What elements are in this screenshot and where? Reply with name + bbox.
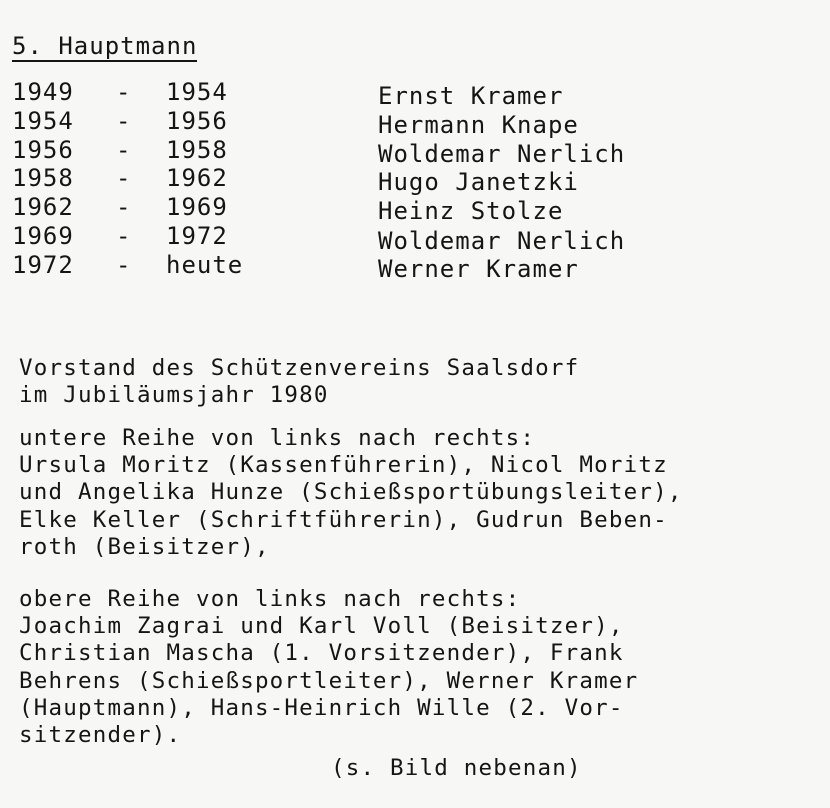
board-title — [19, 355, 579, 409]
text-line: im Jubiläumsjahr 1980 — [19, 382, 329, 409]
term-dash: - — [116, 222, 132, 250]
term-end: 1962 — [166, 164, 228, 192]
term-start: 1969 — [12, 222, 74, 250]
captain-row — [0, 107, 830, 139]
term-dash: - — [116, 164, 132, 192]
captain-row — [0, 193, 830, 225]
captain-name: Werner Kramer — [378, 255, 579, 283]
captain-row — [0, 222, 830, 255]
term-start: 1972 — [12, 251, 74, 279]
text-line: obere Reihe von links nach rechts: — [19, 586, 521, 612]
text-line: Elke Keller (Schriftführerin), Gudrun Beben- — [19, 506, 668, 533]
term-end: 1956 — [166, 107, 228, 135]
term-start: 1958 — [12, 164, 74, 192]
text-line: untere Reihe von links nach rechts: — [19, 425, 536, 451]
captain-row — [0, 164, 830, 196]
term-end: 1972 — [166, 222, 228, 250]
text-line: Ursula Moritz (Kassenführerin), Nicol Moritz — [19, 452, 668, 479]
term-dash: - — [116, 107, 132, 135]
term-end: 1954 — [166, 78, 228, 106]
captain-name: Woldemar Nerlich — [378, 140, 626, 168]
term-start: 1949 — [12, 78, 74, 106]
text-line: sitzender). — [19, 722, 182, 749]
captain-row — [0, 251, 830, 283]
upper-row-paragraph — [19, 586, 638, 749]
term-start: 1962 — [12, 193, 74, 221]
term-start: 1956 — [12, 136, 74, 164]
captain-row — [0, 78, 830, 110]
term-start: 1954 — [12, 107, 74, 135]
captain-row — [0, 136, 830, 168]
captain-name: Hugo Janetzki — [378, 168, 579, 196]
text-line: Behrens (Schießsportleiter), Werner Kramer — [19, 667, 639, 694]
text-line: roth (Beisitzer), — [19, 533, 270, 560]
term-dash: - — [116, 193, 132, 221]
photo-caption: (s. Bild nebenan) — [331, 755, 582, 781]
lower-row-paragraph — [19, 425, 683, 561]
captain-name: Hermann Knape — [378, 111, 579, 139]
term-end: heute — [166, 251, 244, 279]
text-line: und Angelika Hunze (Schießsportübungsleiter), — [19, 479, 683, 506]
term-dash: - — [116, 251, 132, 279]
section-heading: 5. Hauptmann — [12, 32, 198, 60]
text-line: Christian Mascha (1. Vorsitzender), Frank — [19, 640, 624, 667]
term-end: 1958 — [166, 136, 228, 164]
text-line: (Hauptmann), Hans-Heinrich Wille (2. Vor- — [19, 694, 624, 721]
text-line: Joachim Zagrai und Karl Voll (Beisitzer), — [19, 613, 624, 640]
term-end: 1969 — [166, 193, 228, 221]
captain-name: Ernst Kramer — [378, 82, 564, 110]
term-dash: - — [116, 78, 132, 106]
term-dash: - — [116, 136, 132, 164]
text-line: Vorstand des Schützenvereins Saalsdorf — [19, 355, 580, 381]
captain-name: Heinz Stolze — [378, 197, 564, 225]
captain-name: Woldemar Nerlich — [378, 227, 626, 255]
